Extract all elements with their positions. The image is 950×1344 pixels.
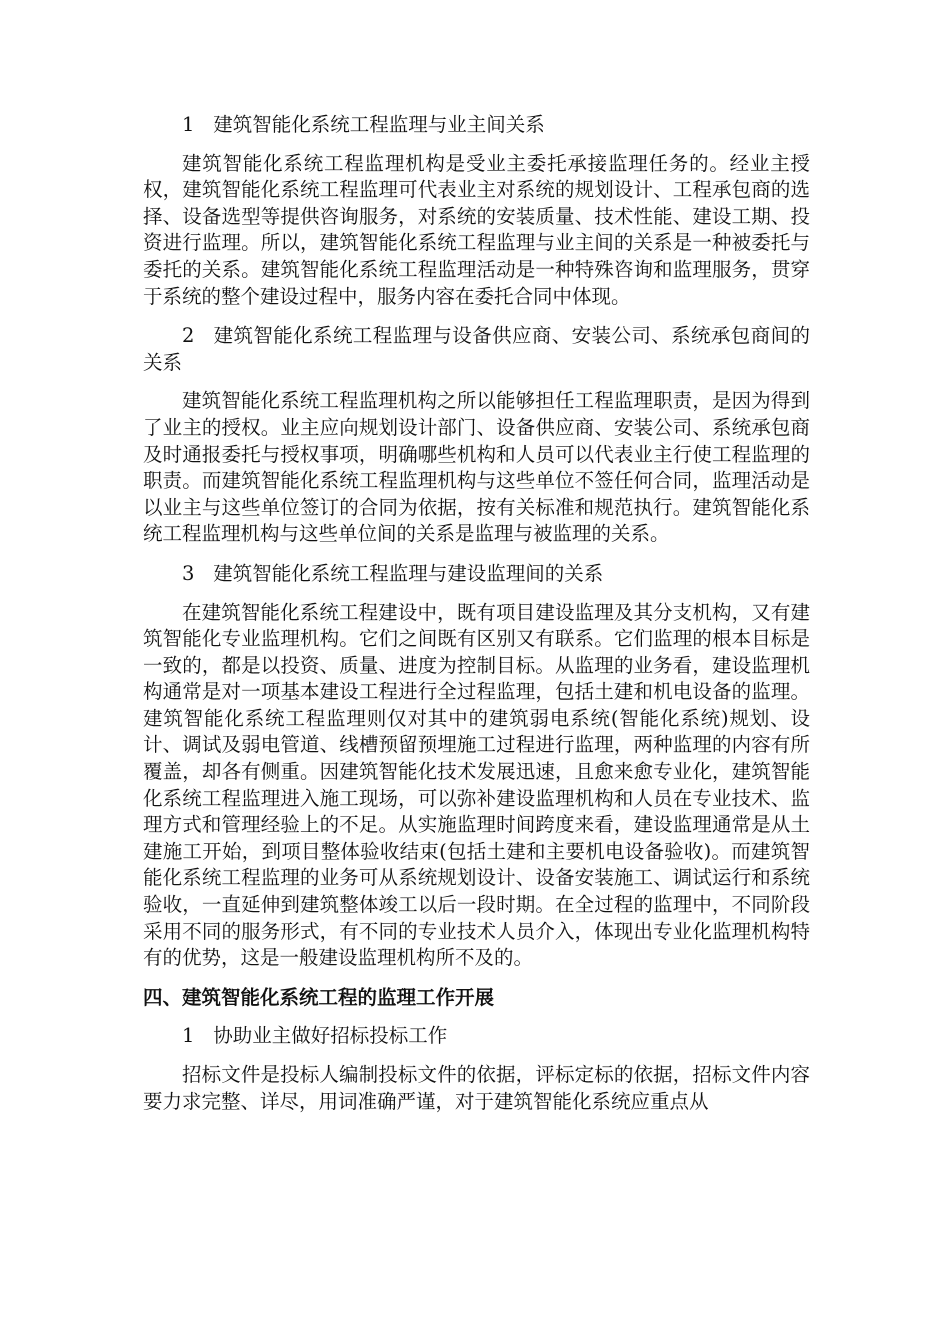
chapter-heading: 四、建筑智能化系统工程的监理工作开展	[143, 985, 495, 1009]
section-1-paragraph: 建筑智能化系统工程监理机构是受业主委托承接监理任务的。经业主授权，建筑智能化系统工程监理可代表业主对系统的规划设计、工程承包商的选择、设备选型等提供咨询服务，对系统的安装质量、技术性能、建设工期、投资进行监理。所以，建筑智能化系统工程监理与业主间的关系是一种被委托与委托的关系。建筑智能化系统工程监理活动是一种特殊咨询和监理服务，贯穿于系统的整个建设过程中，服务内容在委托合同中体现。	[143, 151, 810, 308]
section-3-title	[143, 561, 810, 588]
section-2-number: 2	[182, 324, 195, 348]
chapter-subsection-title	[143, 1023, 810, 1050]
section-3-paragraph: 在建筑智能化系统工程建设中，既有项目建设监理及其分支机构，又有建筑智能化专业监理机构。它们之间既有区别又有联系。它们监理的根本目标是一致的，都是以投资、质量、进度为控制目标。从监理的业务看，建设监理机构通常是对一项基本建设工程进行全过程监理，包括土建和机电设备的监理。建筑智能化系统工程监理则仅对其中的建筑弱电系统(智能化系统)规划、设计、调试及弱电管道、线槽预留预埋施工过程进行监理，两种监理的内容有所覆盖，却各有侧重。因建筑智能化技术发展迅速，且愈来愈专业化，建筑智能化系统工程监理进入施工现场，可以弥补建设监理机构和人员在专业技术、监理方式和管理经验上的不足。从实施监理时间跨度来看，建设监理通常是从土建施工开始，到项目整体验收结束(包括土建和主要机电设备验收)。而建筑智能化系统工程监理的业务可从系统规划设计、设备安装施工、调试运行和系统验收，一直延伸到建筑整体竣工以后一段时期。在全过程的监理中，不同阶段采用不同的服务形式，有不同的专业技术人员介入，体现出专业化监理机构特有的优势，这是一般建设监理机构所不及的。	[143, 600, 810, 970]
chapter-subsection-number: 1	[182, 1024, 195, 1048]
section-1-title	[143, 112, 810, 139]
chapter-subsection-paragraph: 招标文件是投标人编制投标文件的依据，评标定标的依据，招标文件内容要力求完整、详尽，用词准确严谨，对于建筑智能化系统应重点从	[143, 1063, 810, 1113]
chapter-subsection-title-text: 协助业主做好招标投标工作	[213, 1024, 448, 1048]
section-2-title-text: 建筑智能化系统工程监理与设备供应商、安装公司、系统承包商间的关系	[143, 324, 810, 374]
section-2-paragraph: 建筑智能化系统工程监理机构之所以能够担任工程监理职责，是因为得到了业主的授权。业主应向规划设计部门、设备供应商、安装公司、系统承包商及时通报委托与授权事项，明确哪些机构和人员可以代表业主行使工程监理的职责。而建筑智能化系统工程监理机构与这些单位不签任何合同，监理活动是以业主与这些单位签订的合同为依据，按有关标准和规范执行。建筑智能化系统工程监理机构与这些单位间的关系是监理与被监理的关系。	[143, 389, 810, 546]
section-3-title-text: 建筑智能化系统工程监理与建设监理间的关系	[213, 561, 604, 585]
section-3-number: 3	[182, 561, 195, 585]
section-1-title-text: 建筑智能化系统工程监理与业主间关系	[213, 113, 545, 136]
section-1-number: 1	[182, 113, 195, 136]
section-2-title	[143, 323, 810, 376]
